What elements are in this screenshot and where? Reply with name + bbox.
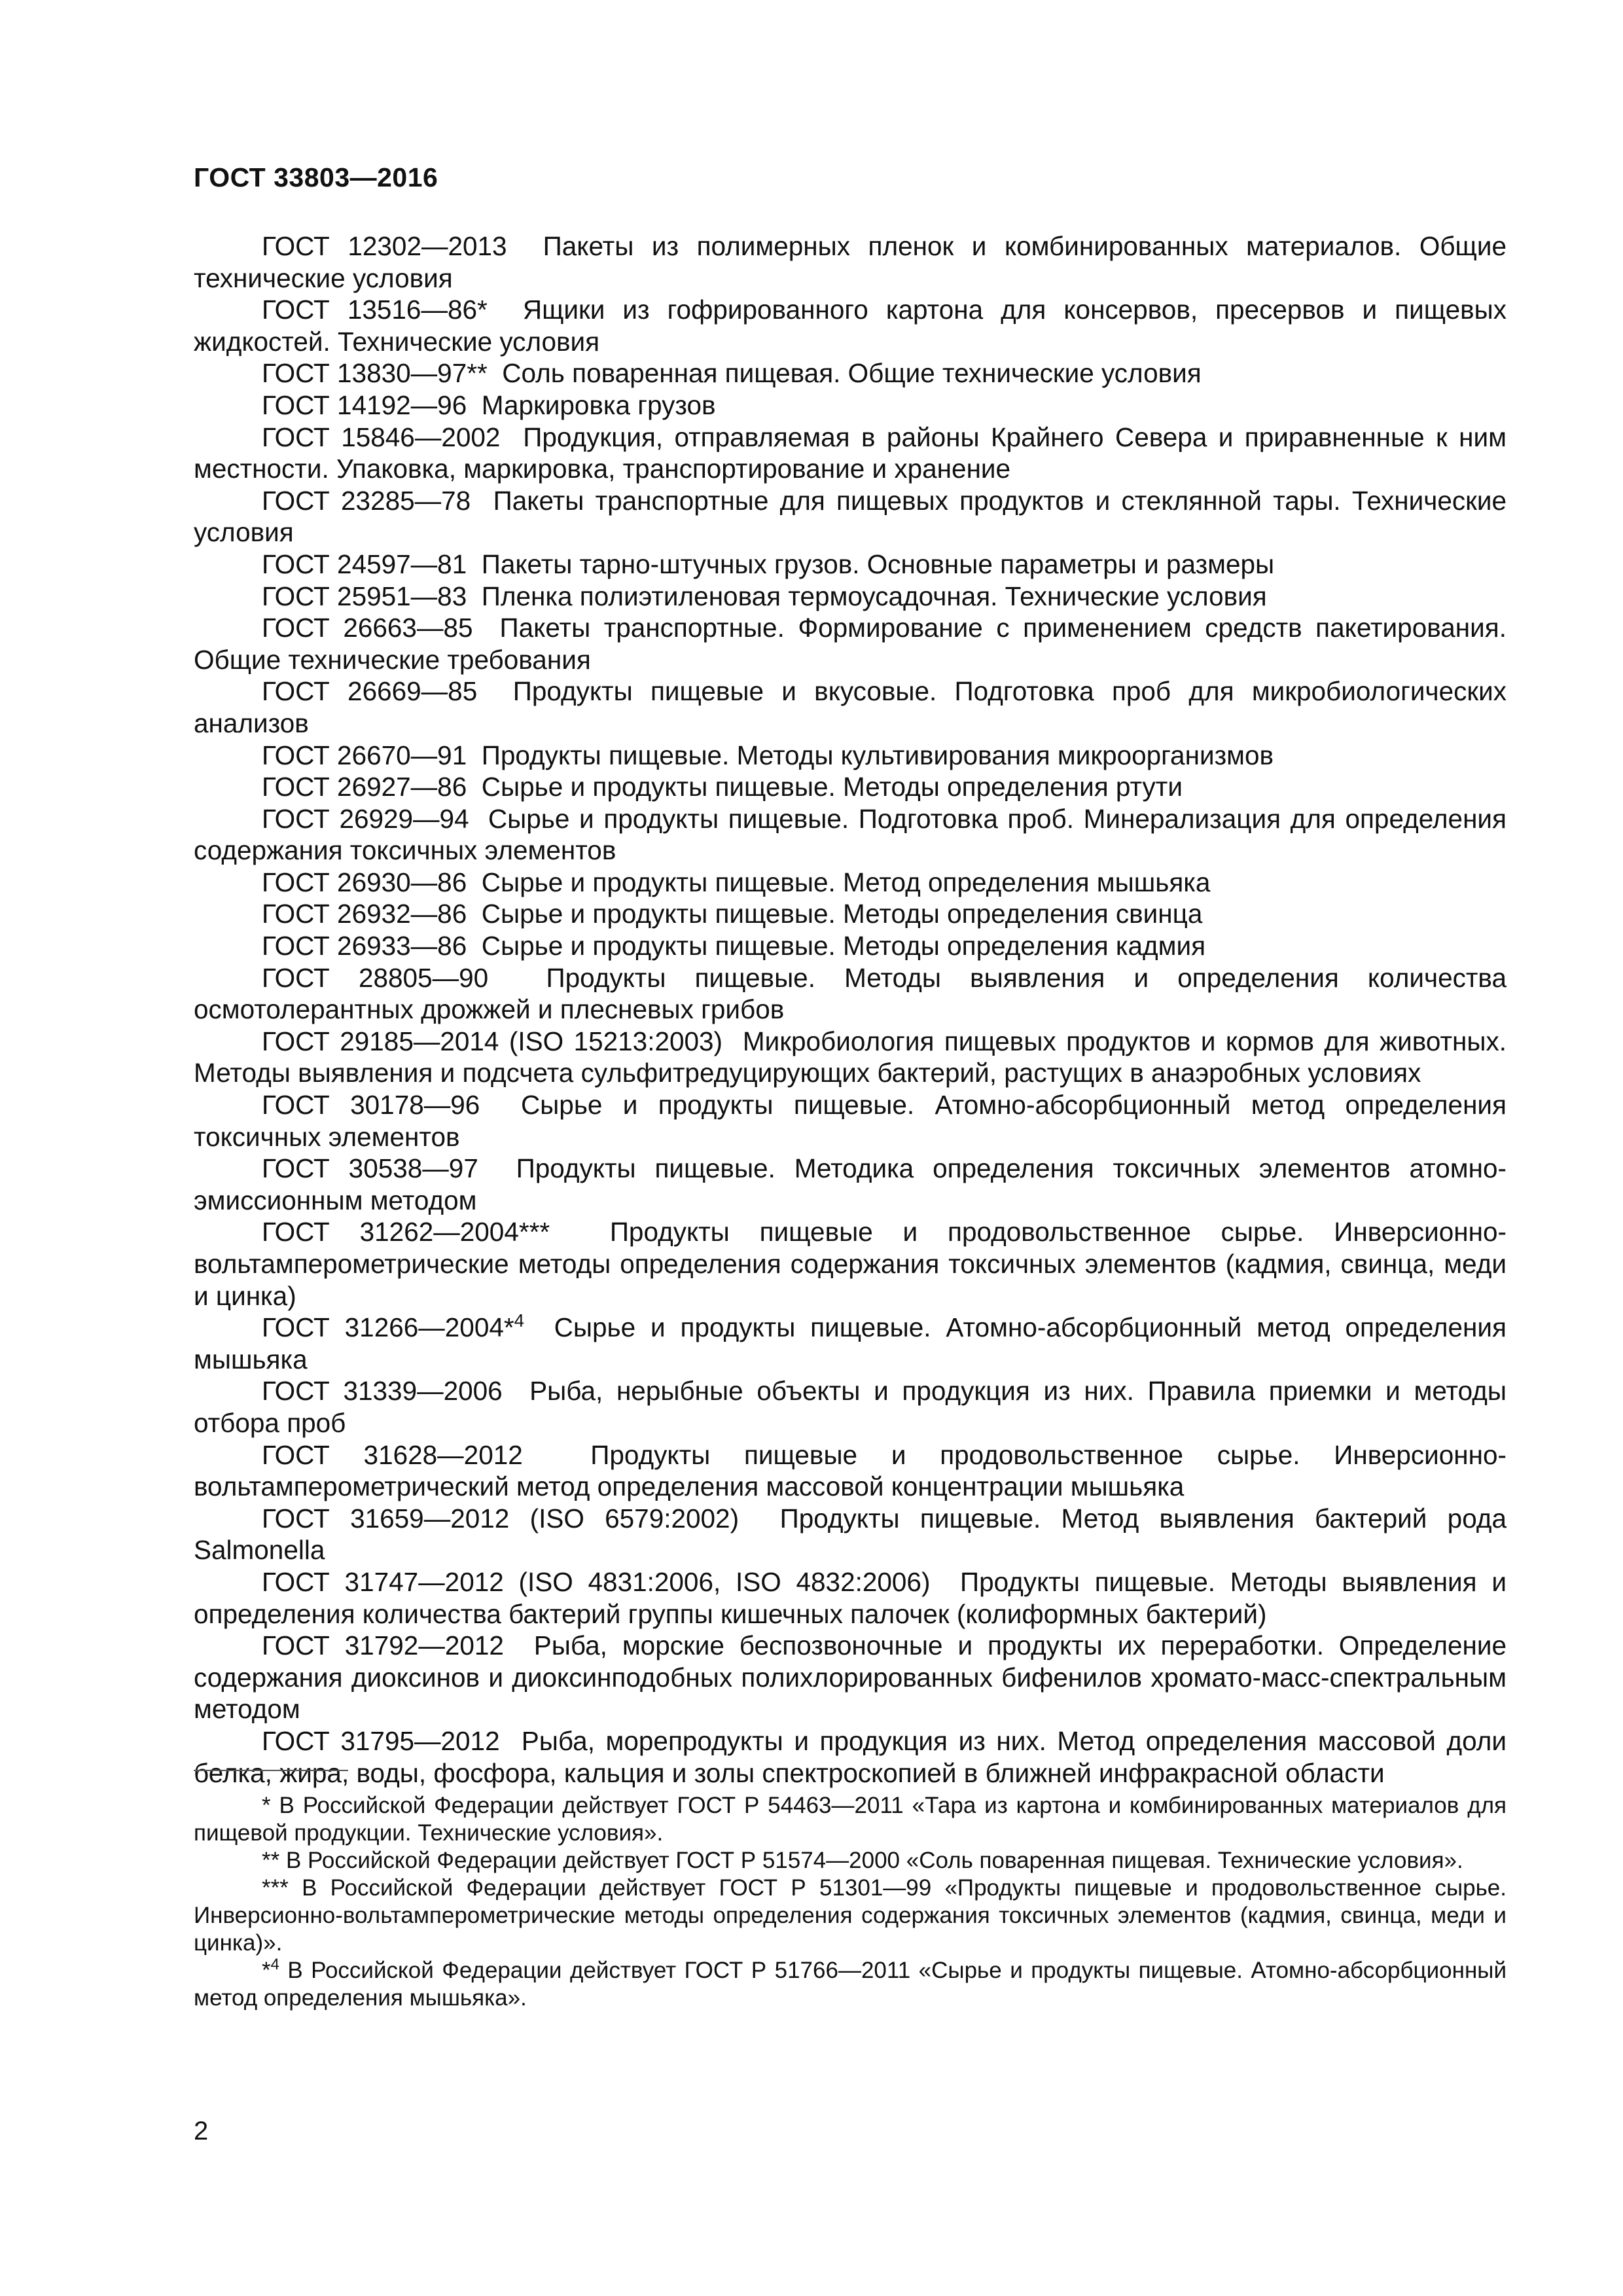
reference-code: ГОСТ 13516—86* bbox=[262, 295, 488, 325]
reference-title: Пакеты транспортные. Формирование с применением средств пакетирования. Общие технические требования bbox=[194, 613, 1507, 675]
footnote-marker-text: * bbox=[262, 1958, 271, 1983]
footnote-marker bbox=[262, 1955, 279, 1983]
footnotes bbox=[194, 1792, 1507, 2012]
reference-code: ГОСТ 26932—86 bbox=[262, 899, 467, 929]
reference-code: ГОСТ 26930—86 bbox=[262, 867, 467, 897]
reference-item bbox=[194, 1566, 1507, 1630]
reference-title: Продукция, отправляемая в районы Крайнего Севера и приравненные к ним местности. Упаковка, маркировка, транспортирование и хранение bbox=[194, 422, 1507, 484]
reference-code: ГОСТ 23285—78 bbox=[262, 485, 471, 516]
reference-title: Микробиология пищевых продуктов и кормов для животных. Методы выявления и подсчета сульфитредуцирующих бактерий, растущих в анаэробных условиях bbox=[194, 1026, 1507, 1088]
footnote-marker: *** bbox=[262, 1875, 289, 1901]
reference-title: Пакеты тарно-штучных грузов. Основные параметры и размеры bbox=[481, 548, 1275, 579]
page-number: 2 bbox=[194, 2117, 209, 2145]
footnote-divider bbox=[194, 1770, 348, 1771]
reference-title: Пленка полиэтиленовая термоусадочная. Технические условия bbox=[481, 581, 1267, 611]
reference-title: Продукты пищевые и вкусовые. Подготовка проб для микробиологических анализов bbox=[194, 676, 1507, 738]
reference-title: Рыба, морские беспозвоночные и продукты их переработки. Определение содержания диоксинов и диоксинподобных полихлорированных бифенилов хромато-масс-спектральным методом bbox=[194, 1630, 1507, 1725]
footnote bbox=[194, 1847, 1507, 1874]
reference-item bbox=[194, 294, 1507, 357]
footnote-marker: * bbox=[262, 1793, 271, 1818]
reference-code: ГОСТ 28805—90 bbox=[262, 962, 489, 993]
reference-code: ГОСТ 31747—2012 (ISO 4831:2006, ISO 4832:2006) bbox=[262, 1566, 931, 1597]
reference-title: Сырье и продукты пищевые. Атомно-абсорбционный метод определения токсичных элементов bbox=[194, 1090, 1507, 1152]
reference-title: Сырье и продукты пищевые. Метод определения мышьяка bbox=[481, 867, 1211, 897]
reference-code: ГОСТ 24597—81 bbox=[262, 548, 467, 579]
reference-code: ГОСТ 26933—86 bbox=[262, 931, 467, 961]
footnote-text: В Российской Федерации действует ГОСТ Р 54463—2011 «Тара из картона и комбинированных материалов для пищевой продукции. Технические условия». bbox=[194, 1793, 1507, 1846]
reference-item bbox=[194, 230, 1507, 294]
reference-title: Сырье и продукты пищевые. Методы определения ртути bbox=[481, 772, 1183, 802]
reference-item bbox=[194, 422, 1507, 485]
reference-title: Пакеты транспортные для пищевых продуктов и стеклянной тары. Технические условия bbox=[194, 485, 1507, 548]
reference-code: ГОСТ 29185—2014 (ISO 15213:2003) bbox=[262, 1026, 723, 1056]
footnote-superscript: 4 bbox=[270, 1955, 279, 1973]
reference-item bbox=[194, 1089, 1507, 1153]
reference-code: ГОСТ 31792—2012 bbox=[262, 1630, 504, 1661]
reference-item bbox=[194, 803, 1507, 867]
reference-item bbox=[194, 485, 1507, 548]
reference-title: Продукты пищевые. Методы культивирования микроорганизмов bbox=[481, 740, 1274, 770]
footnote-text: В Российской Федерации действует ГОСТ Р 51766—2011 «Сырье и продукты пищевые. Атомно-абсорбционный метод определения мышьяка». bbox=[194, 1958, 1507, 2011]
reference-title: Пакеты из полимерных пленок и комбинированных материалов. Общие технические условия bbox=[194, 231, 1507, 293]
footnote-text: В Российской Федерации действует ГОСТ Р 51574—2000 «Соль поваренная пищевая. Технические условия». bbox=[285, 1848, 1463, 1873]
reference-item bbox=[194, 548, 1507, 581]
reference-item bbox=[194, 612, 1507, 675]
reference-item bbox=[194, 1216, 1507, 1312]
footnote bbox=[194, 1792, 1507, 1847]
reference-item bbox=[194, 740, 1507, 772]
reference-code: ГОСТ 25951—83 bbox=[262, 581, 467, 611]
reference-code: ГОСТ 12302—2013 bbox=[262, 231, 507, 261]
reference-title: Сырье и продукты пищевые. Подготовка проб. Минерализация для определения содержания токсичных элементов bbox=[194, 803, 1507, 866]
reference-code: ГОСТ 26929—94 bbox=[262, 803, 469, 834]
reference-code: ГОСТ 31262—2004*** bbox=[262, 1217, 550, 1247]
reference-title: Продукты пищевые. Методы выявления и определения количества бактерий группы кишечных палочек (колиформных бактерий) bbox=[194, 1566, 1507, 1629]
reference-item bbox=[194, 930, 1507, 962]
reference-title: Рыба, нерыбные объекты и продукция из них. Правила приемки и методы отбора проб bbox=[194, 1376, 1507, 1438]
reference-title: Сырье и продукты пищевые. Методы определения кадмия bbox=[481, 931, 1206, 961]
reference-item bbox=[194, 867, 1507, 899]
reference-code: ГОСТ 26670—91 bbox=[262, 740, 467, 770]
reference-code: ГОСТ 31339—2006 bbox=[262, 1376, 503, 1407]
reference-title: Соль поваренная пищевая. Общие технические условия bbox=[502, 358, 1202, 389]
footnote-text: В Российской Федерации действует ГОСТ Р 51301—99 «Продукты пищевые и продовольственное сырье. Инверсионно-вольтамперометрические методы определения содержания токсичных элементов (кадмия, свинца, меди и цинка)». bbox=[194, 1875, 1507, 1956]
footnote-marker: ** bbox=[262, 1848, 280, 1873]
reference-item bbox=[194, 898, 1507, 930]
reference-title: Продукты пищевые и продовольственное сырье. Инверсионно-вольтамперометрические методы определения содержания токсичных элементов (кадмия, свинца, меди и цинка) bbox=[194, 1217, 1507, 1311]
reference-code: ГОСТ 31795—2012 bbox=[262, 1725, 500, 1756]
reference-title: Рыба, морепродукты и продукция из них. Метод определения массовой доли белка, жира, воды, фосфора, кальция и золы спектроскопией в ближней инфракрасной области bbox=[194, 1725, 1507, 1788]
footnote bbox=[194, 1874, 1507, 1957]
reference-title: Продукты пищевые. Методика определения токсичных элементов атомно-эмиссионным методом bbox=[194, 1153, 1507, 1215]
normative-references-list bbox=[194, 230, 1507, 1789]
reference-code: ГОСТ 15846—2002 bbox=[262, 422, 501, 452]
reference-item bbox=[194, 1153, 1507, 1216]
reference-title: Ящики из гофрированного картона для консервов, пресервов и пищевых жидкостей. Технические условия bbox=[194, 295, 1507, 357]
reference-item bbox=[194, 357, 1507, 389]
reference-item bbox=[194, 389, 1507, 422]
reference-code: ГОСТ 30538—97 bbox=[262, 1153, 478, 1184]
reference-title: Продукты пищевые и продовольственное сырье. Инверсионно-вольтамперометрический метод определения массовой концентрации мышьяка bbox=[194, 1439, 1507, 1502]
reference-item bbox=[194, 1312, 1507, 1375]
reference-code: ГОСТ 31628—2012 bbox=[262, 1439, 523, 1470]
reference-title: Сырье и продукты пищевые. Методы определения свинца bbox=[481, 899, 1203, 929]
reference-code: ГОСТ 31659—2012 (ISO 6579:2002) bbox=[262, 1503, 740, 1534]
reference-item bbox=[194, 1503, 1507, 1566]
reference-item bbox=[194, 1375, 1507, 1439]
reference-code: ГОСТ 26927—86 bbox=[262, 772, 467, 802]
reference-item bbox=[194, 1026, 1507, 1089]
reference-item bbox=[194, 771, 1507, 803]
reference-code: ГОСТ 26669—85 bbox=[262, 676, 478, 707]
reference-title: Маркировка грузов bbox=[481, 389, 716, 420]
reference-code bbox=[262, 1312, 524, 1342]
reference-item bbox=[194, 1725, 1507, 1789]
reference-code: ГОСТ 30178—96 bbox=[262, 1090, 480, 1121]
reference-item bbox=[194, 962, 1507, 1026]
reference-item bbox=[194, 675, 1507, 739]
footnote-superscript: 4 bbox=[514, 1310, 524, 1331]
footnote bbox=[194, 1957, 1507, 2012]
reference-title: Сырье и продукты пищевые. Атомно-абсорбционный метод определения мышьяка bbox=[194, 1312, 1507, 1374]
document-header: ГОСТ 33803—2016 bbox=[194, 162, 438, 192]
reference-item bbox=[194, 1630, 1507, 1725]
reference-item bbox=[194, 1439, 1507, 1503]
reference-title: Продукты пищевые. Методы выявления и определения количества осмотолерантных дрожжей и плесневых грибов bbox=[194, 962, 1507, 1025]
reference-code: ГОСТ 26663—85 bbox=[262, 613, 473, 643]
reference-code: ГОСТ 13830—97** bbox=[262, 358, 488, 389]
reference-title: Продукты пищевые. Метод выявления бактерий рода Salmonella bbox=[194, 1503, 1507, 1566]
reference-item bbox=[194, 581, 1507, 613]
reference-code: ГОСТ 14192—96 bbox=[262, 389, 467, 420]
reference-code-text: ГОСТ 31266—2004* bbox=[262, 1312, 514, 1343]
